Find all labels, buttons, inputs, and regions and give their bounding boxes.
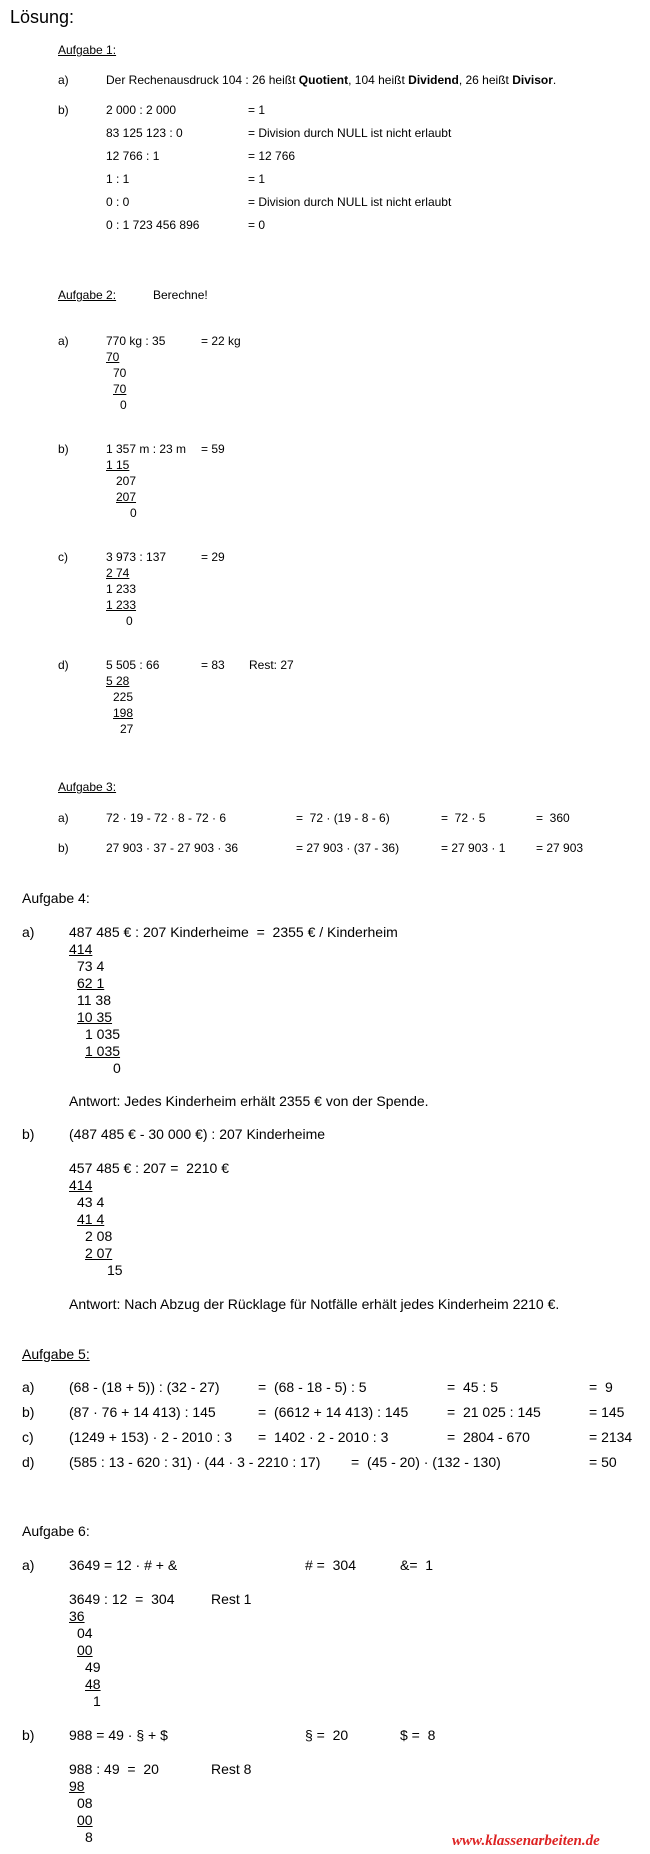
a5-label: a) [22,1379,35,1395]
a1-b-expr: 2 000 : 2 000 [106,103,177,117]
a5-col4: = 50 [589,1454,617,1470]
a4-a-answer: Antwort: Jedes Kinderheim erhält 2355 € von der Spende. [69,1093,429,1109]
a3-b-col1: 27 903 · 37 - 27 903 · 36 [106,841,239,855]
a4-a-expr: 487 485 € : 207 Kinderheime = 2355 € / Kinderheim [69,924,398,940]
a6-a-rest: Rest 1 [211,1591,252,1607]
a4-b-step: 43 4 [77,1194,105,1210]
a5-col3: = 45 : 5 [447,1379,498,1395]
a6-a-step: 49 [85,1659,101,1675]
a2-c-step: 1 233 [106,582,137,596]
a5-label: c) [22,1429,34,1445]
a4-b-step: 2 08 [85,1228,113,1244]
a4-b-step: 2 07 [85,1245,113,1261]
a4-a-step: 1 035 [85,1043,121,1059]
a6-a-step: 36 [69,1608,85,1624]
a2-c-step: 0 [126,614,133,628]
a6-b-step: 08 [77,1795,93,1811]
a3-label-a: a) [58,811,69,825]
a2-d-step: 5 28 [106,674,130,688]
aufgabe-5-heading: Aufgabe 5: [22,1346,90,1362]
a2-b-step: 1 15 [106,458,130,472]
a3-a-col1: 72 · 19 - 72 · 8 - 72 · 6 [106,811,227,825]
a2-b-step: 0 [130,506,137,520]
aufgabe-2-heading: Aufgabe 2: [58,288,117,302]
a3-a-col3: = 72 · 5 [441,811,486,825]
a2-d-step: 225 [113,690,134,704]
a2-a-expr: 770 kg : 35 [106,334,166,348]
a6-b-dollar: $ = 8 [400,1727,436,1743]
a4-b-step: 15 [107,1262,123,1278]
a6-a-amp: &= 1 [400,1557,434,1573]
a4-label-a: a) [22,924,35,940]
a2-a-step: 70 [113,382,127,396]
a1-b-res: = 0 [248,218,266,232]
aufgabe-1-heading: Aufgabe 1: [58,43,117,57]
a2-c-step: 2 74 [106,566,130,580]
a6-label-a: a) [22,1557,35,1573]
a2-d-step: 27 [120,722,134,736]
a2-label-d: d) [58,658,69,672]
a4-a-step: 0 [113,1060,121,1076]
a2-label-a: a) [58,334,69,348]
a2-a-step: 70 [113,366,127,380]
page-title: Lösung: [10,7,75,27]
a5-col1: (1249 + 153) · 2 - 2010 : 3 [69,1429,233,1445]
a1-label-b: b) [58,103,69,117]
a2-b-expr: 1 357 m : 23 m [106,442,187,456]
a6-a-step: 00 [77,1642,93,1658]
aufgabe-4-heading: Aufgabe 4: [22,890,90,906]
a6-b-step: 00 [77,1812,93,1828]
a5-col2: = 1402 · 2 - 2010 : 3 [258,1429,389,1445]
a6-a-hash: # = 304 [305,1557,356,1573]
a6-a-step: 48 [85,1676,101,1692]
a5-col2: = (68 - 18 - 5) : 5 [258,1379,367,1395]
a5-label: d) [22,1454,35,1470]
a6-b-paragraph: § = 20 [305,1727,349,1743]
a4-label-b: b) [22,1126,35,1142]
a2-instruction: Berechne! [153,288,208,302]
a3-b-col2: = 27 903 · (37 - 36) [296,841,400,855]
a2-a-res: = 22 kg [201,334,241,348]
a6-a-equation: 3649 = 12 · # + & [69,1557,178,1573]
a1-b-expr: 0 : 0 [106,195,130,209]
a2-d-step: 198 [113,706,134,720]
a1-b-res: = Division durch NULL ist nicht erlaubt [248,126,452,140]
a1-b-expr: 1 : 1 [106,172,130,186]
a4-a-step: 414 [69,941,93,957]
a6-label-b: b) [22,1727,35,1743]
a1-b-expr: 12 766 : 1 [106,149,160,163]
a4-a-step: 10 35 [77,1009,113,1025]
a1-b-expr: 0 : 1 723 456 896 [106,218,200,232]
a4-a-step: 1 035 [85,1026,121,1042]
a6-a-step: 04 [77,1625,93,1641]
a6-b-equation: 988 = 49 · § + $ [69,1727,168,1743]
a2-a-step: 0 [120,398,127,412]
a4-b-expr2: 457 485 € : 207 = 2210 € [69,1160,229,1176]
a1-b-res: = 12 766 [248,149,296,163]
a2-c-res: = 29 [201,550,225,564]
a2-d-expr: 5 505 : 66 [106,658,160,672]
a4-a-step: 73 4 [77,958,105,974]
a6-b-division: 988 : 49 = 20 [69,1761,159,1777]
watermark-logo: www.klassenarbeiten.de [452,1833,600,1849]
a3-label-b: b) [58,841,69,855]
aufgabe-3-heading: Aufgabe 3: [58,780,117,794]
a5-col2: = (6612 + 14 413) : 145 [258,1404,409,1420]
a2-d-res: = 83 [201,658,225,672]
a5-col2: = (45 - 20) · (132 - 130) [351,1454,501,1470]
a5-col4: = 2134 [589,1429,633,1445]
aufgabe-6-heading: Aufgabe 6: [22,1523,90,1539]
a5-col3: = 2804 - 670 [447,1429,530,1445]
a5-col1: (585 : 13 - 620 : 31) · (44 · 3 - 2210 : 17) [69,1454,321,1470]
a2-b-res: = 59 [201,442,225,456]
a6-b-rest: Rest 8 [211,1761,252,1777]
a1-b-res: = 1 [248,172,266,186]
a5-col4: = 145 [589,1404,625,1420]
a6-a-division: 3649 : 12 = 304 [69,1591,175,1607]
a5-col3: = 21 025 : 145 [447,1404,541,1420]
a6-a-step: 1 [93,1693,101,1709]
a4-a-step: 11 38 [77,992,111,1008]
a3-a-col2: = 72 · (19 - 8 - 6) [296,811,390,825]
a6-b-step: 98 [69,1778,85,1794]
a2-c-step: 1 233 [106,598,137,612]
a2-d-rest: Rest: 27 [249,658,294,672]
a4-b-expr: (487 485 € - 30 000 €) : 207 Kinderheime [69,1126,326,1142]
a4-a-step: 62 1 [77,975,105,991]
a6-b-step: 8 [85,1829,93,1845]
a3-a-col4: = 360 [536,811,570,825]
a2-b-step: 207 [116,490,137,504]
a5-col1: (87 · 76 + 14 413) : 145 [69,1404,216,1420]
a5-label: b) [22,1404,35,1420]
a4-b-step: 41 4 [77,1211,105,1227]
a5-col4: = 9 [589,1379,613,1395]
a1-b-res: = 1 [248,103,266,117]
a1-b-res: = Division durch NULL ist nicht erlaubt [248,195,452,209]
a4-b-step: 414 [69,1177,93,1193]
a2-label-c: c) [58,550,68,564]
a2-b-step: 207 [116,474,137,488]
a1-a-sentence: Der Rechenausdruck 104 : 26 heißt Quotient, 104 heißt Dividend, 26 heißt Divisor. [106,73,557,87]
a4-b-answer: Antwort: Nach Abzug der Rücklage für Notfälle erhält jedes Kinderheim 2210 €. [69,1296,560,1312]
a1-label-a: a) [58,73,69,87]
a2-a-step: 70 [106,350,120,364]
a3-b-col3: = 27 903 · 1 [441,841,506,855]
a3-b-col4: = 27 903 [536,841,584,855]
a2-label-b: b) [58,442,69,456]
a1-b-expr: 83 125 123 : 0 [106,126,183,140]
a5-col1: (68 - (18 + 5)) : (32 - 27) [69,1379,220,1395]
a2-c-expr: 3 973 : 137 [106,550,167,564]
